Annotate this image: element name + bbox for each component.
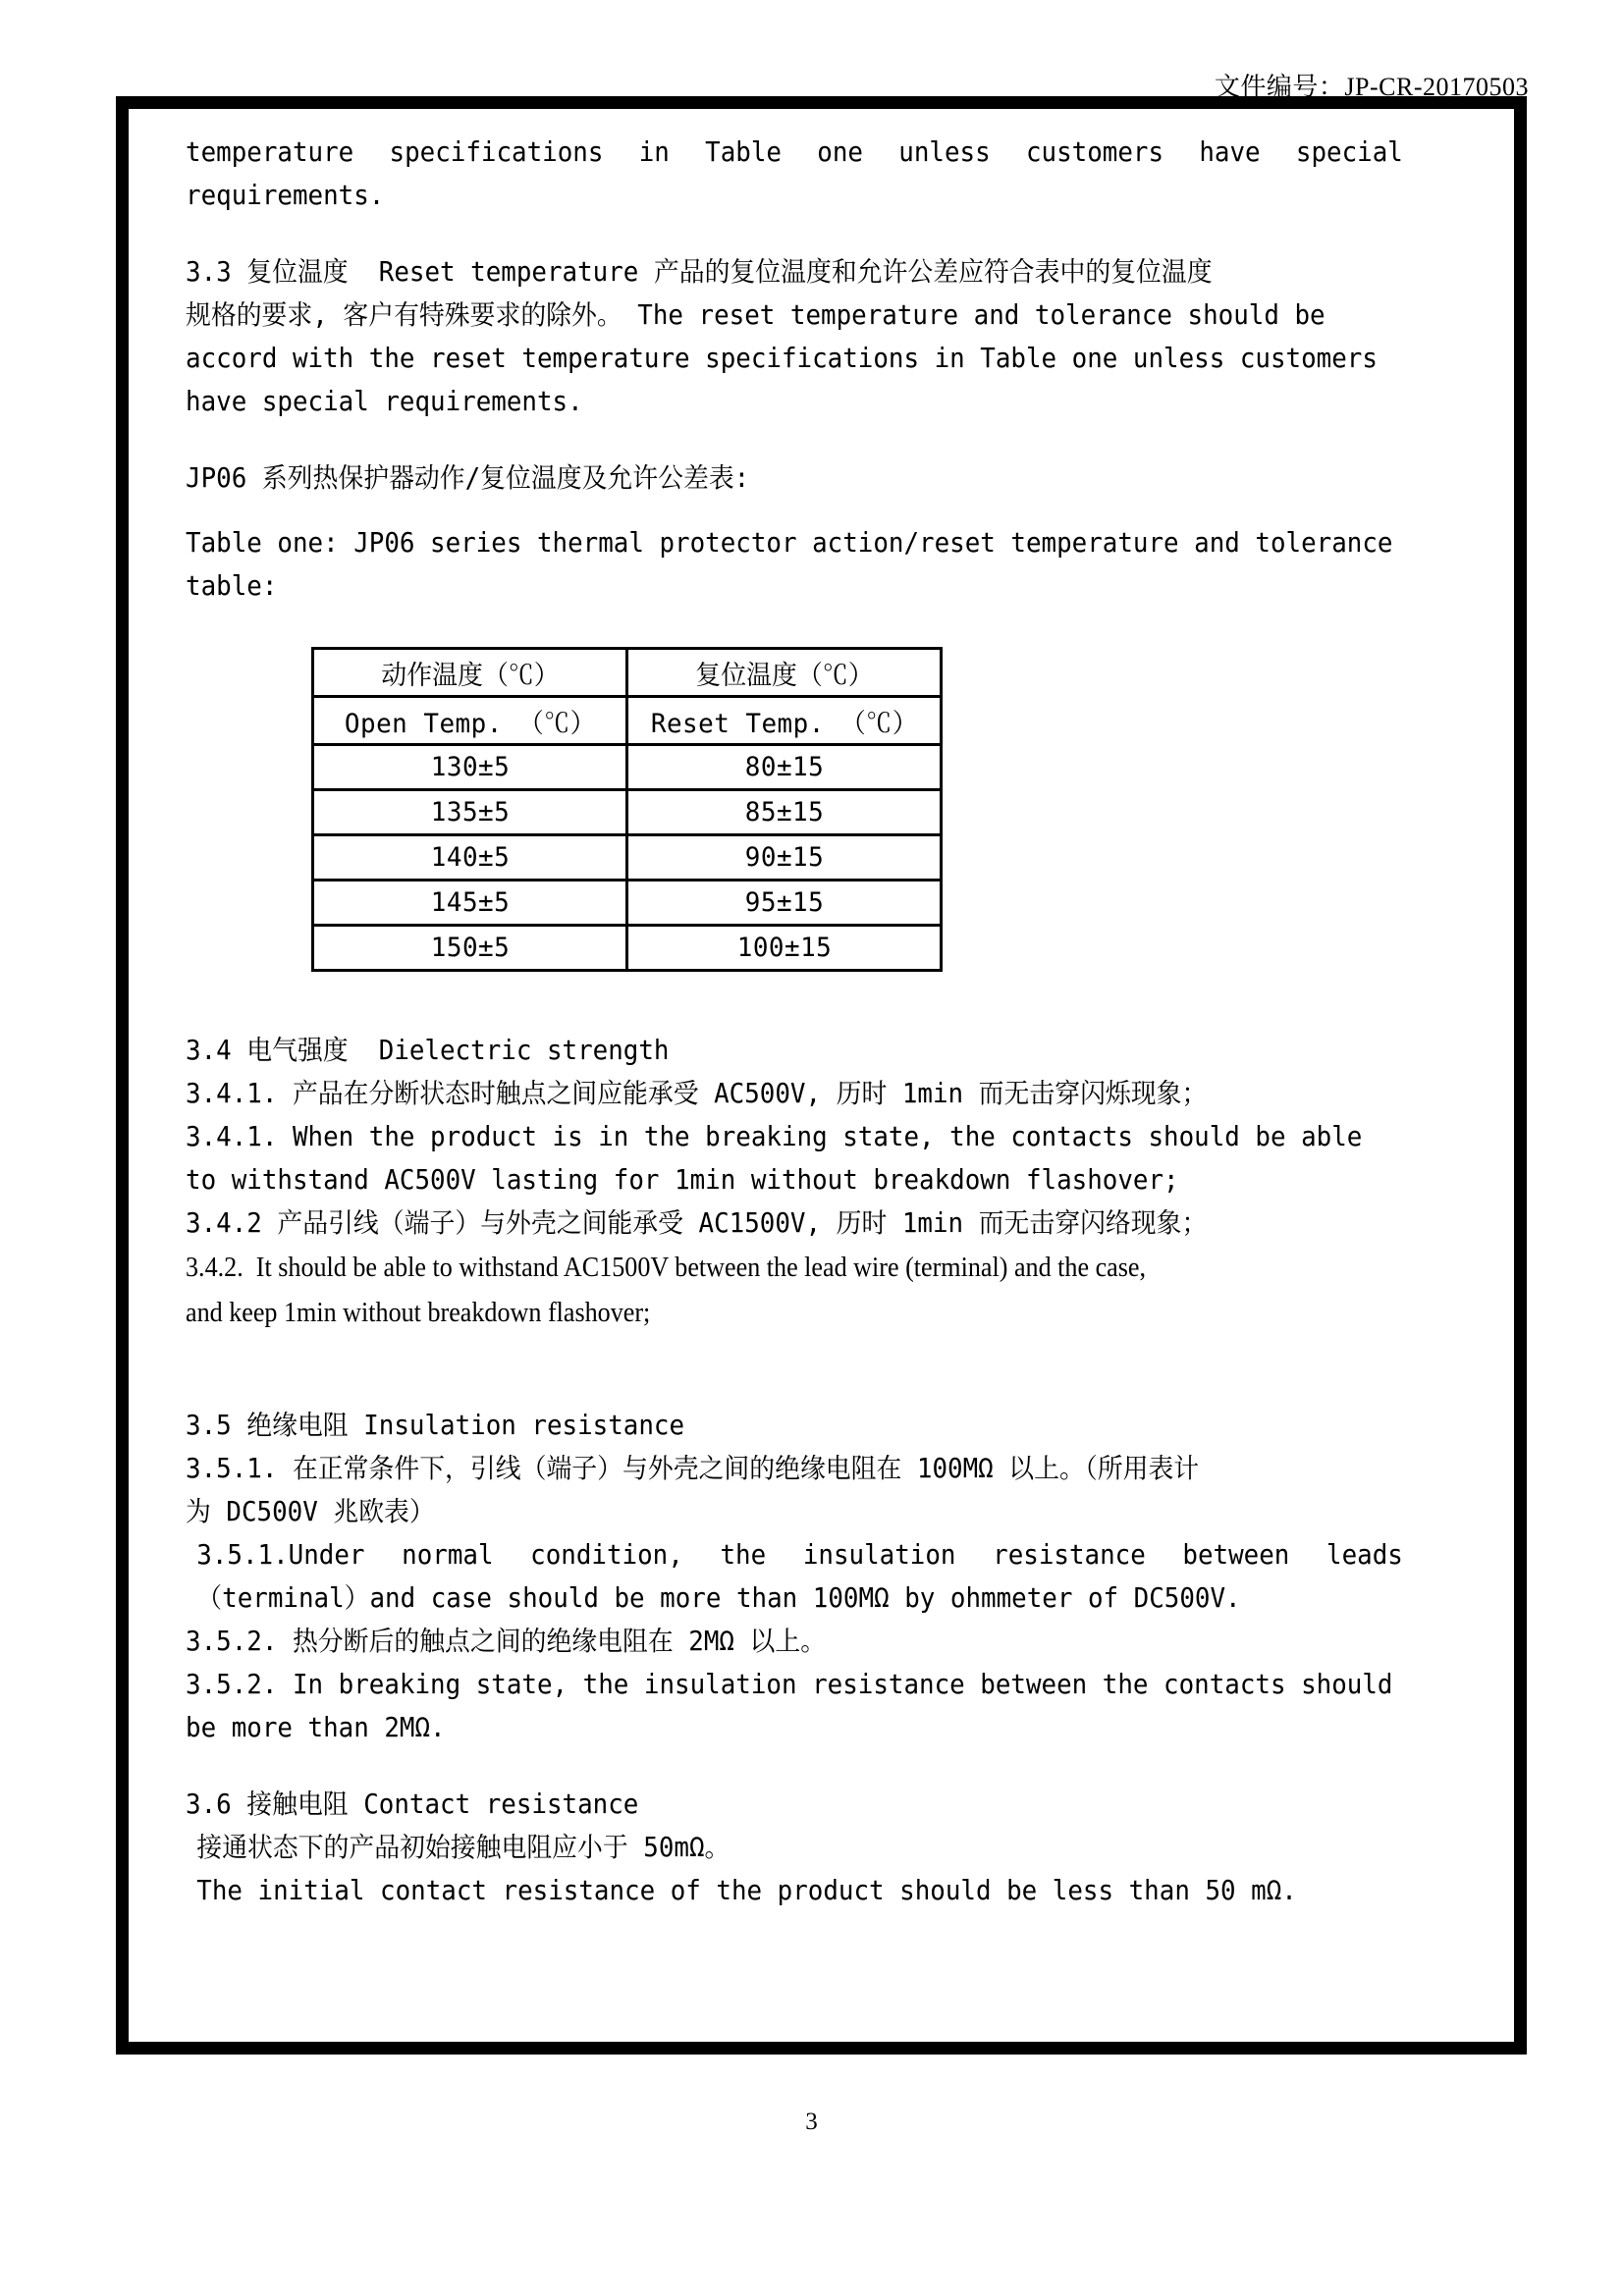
section-3-3-line-2: 规格的要求, 客户有特殊要求的除外。 The reset temperature and tolerance should be <box>186 299 1325 331</box>
table-header-row-en <box>313 697 942 745</box>
section-3-3-line-3: accord with the reset temperature specifications in Table one unless customers <box>186 343 1378 374</box>
open-temp-value: 135±5 <box>319 790 621 835</box>
section-3-3-line-4: have special requirements. <box>186 386 583 417</box>
reset-temp-value: 90±15 <box>633 835 935 881</box>
section-3-6-heading: 3.6 接触电阻 Contact resistance <box>186 1789 639 1820</box>
spacer <box>186 500 1481 521</box>
spacer <box>186 423 1481 456</box>
section-3-5-1-en-line-1: 3.5.1.Under normal condition, the insulation resistance between leads <box>196 1539 1403 1571</box>
page-number: 3 <box>805 2109 818 2135</box>
table-caption <box>186 456 1481 608</box>
page-border-frame <box>116 96 1527 2055</box>
table-caption-en-line-1: Table one: JP06 series thermal protector action/reset temperature and tolerance <box>186 527 1393 559</box>
section-3-5-2-en-line-2: be more than 2MΩ. <box>186 1712 446 1743</box>
table-header-row-cn <box>313 649 942 697</box>
header-open-temp-cn: 动作温度（℃） <box>319 649 621 697</box>
table-caption-cn: JP06 系列热保护器动作/复位温度及允许公差表: <box>186 462 750 494</box>
open-temp-value: 145±5 <box>319 881 621 926</box>
table-row <box>313 835 942 881</box>
section-3-5-1-cn-line-2: 为 DC500V 兆欧表） <box>186 1496 435 1527</box>
section-3-5 <box>186 1404 1481 1749</box>
section-3-5-1-cn-line-1: 3.5.1. 在正常条件下，引线（端子）与外壳之间的绝缘电阻在 100MΩ 以上。（所用表计 <box>186 1453 1200 1484</box>
table-caption-en-line-2: table: <box>186 570 278 602</box>
intro-line-1: temperature specifications in Table one unless customers have special <box>186 136 1403 168</box>
section-3-6-cn: 接通状态下的产品初始接触电阻应小于 50mΩ。 <box>196 1832 730 1863</box>
section-3-5-2-cn: 3.5.2. 热分断后的触点之间的绝缘电阻在 2MΩ 以上。 <box>186 1626 827 1657</box>
intro-line-2: requirements. <box>186 180 385 211</box>
reset-temp-value: 100±15 <box>633 926 935 971</box>
header-reset-temp-en: Reset Temp. （℃） <box>633 697 935 745</box>
open-temp-value: 130±5 <box>319 745 621 790</box>
spacer <box>186 1335 1481 1404</box>
header-open-temp-en: Open Temp. （℃） <box>319 697 621 745</box>
intro-continued-paragraph <box>186 131 1481 217</box>
section-3-3 <box>186 250 1481 423</box>
section-3-4-2-en-line-1: 3.4.2. It should be able to withstand AC1500V between the lead wire (terminal) and the case, <box>186 1252 1147 1283</box>
section-3-4-2-en-line-2: and keep 1min without breakdown flashover; <box>186 1297 651 1328</box>
section-3-6 <box>186 1783 1481 1912</box>
spacer <box>186 1749 1481 1783</box>
table-row <box>313 881 942 926</box>
section-3-3-line-1: 3.3 复位温度 Reset temperature 产品的复位温度和允许公差应符合表中的复位温度 <box>186 256 1213 288</box>
open-temp-value: 150±5 <box>319 926 621 971</box>
section-3-4-2-cn: 3.4.2 产品引线（端子）与外壳之间能承受 AC1500V, 历时 1min 而无击穿闪络现象； <box>186 1207 1208 1239</box>
header-reset-temp-cn: 复位温度（℃） <box>633 649 935 697</box>
temperature-table-container <box>311 647 1481 972</box>
section-3-6-en: The initial contact resistance of the product should be less than 50 mΩ. <box>196 1875 1297 1906</box>
section-3-4-1-en-line-2: to withstand AC500V lasting for 1min without breakdown flashover; <box>186 1164 1179 1196</box>
section-3-5-heading: 3.5 绝缘电阻 Insulation resistance <box>186 1410 685 1441</box>
section-3-4-1-en-line-1: 3.4.1. When the product is in the breaking state, the contacts should be able <box>186 1121 1363 1152</box>
page-content-area <box>129 109 1514 2042</box>
document-number-header: 文件编号：JP-CR-20170503 <box>1214 73 1529 101</box>
table-row <box>313 926 942 971</box>
section-3-4 <box>186 1029 1481 1335</box>
section-3-4-1-cn: 3.4.1. 产品在分断状态时触点之间应能承受 AC500V, 历时 1min 而无击穿闪烁现象； <box>186 1078 1208 1109</box>
open-temp-value: 140±5 <box>319 835 621 881</box>
reset-temp-value: 80±15 <box>633 745 935 790</box>
table-row <box>313 790 942 835</box>
temperature-table <box>311 647 943 972</box>
section-3-5-1-en-line-2: （terminal）and case should be more than 100MΩ by ohmmeter of DC500V. <box>196 1582 1241 1614</box>
section-3-5-2-en-line-1: 3.5.2. In breaking state, the insulation resistance between the contacts should <box>186 1669 1393 1700</box>
table-row <box>313 745 942 790</box>
spacer <box>186 217 1481 250</box>
section-3-4-heading: 3.4 电气强度 Dielectric strength <box>186 1035 670 1066</box>
reset-temp-value: 95±15 <box>633 881 935 926</box>
spacer <box>186 972 1481 1029</box>
reset-temp-value: 85±15 <box>633 790 935 835</box>
